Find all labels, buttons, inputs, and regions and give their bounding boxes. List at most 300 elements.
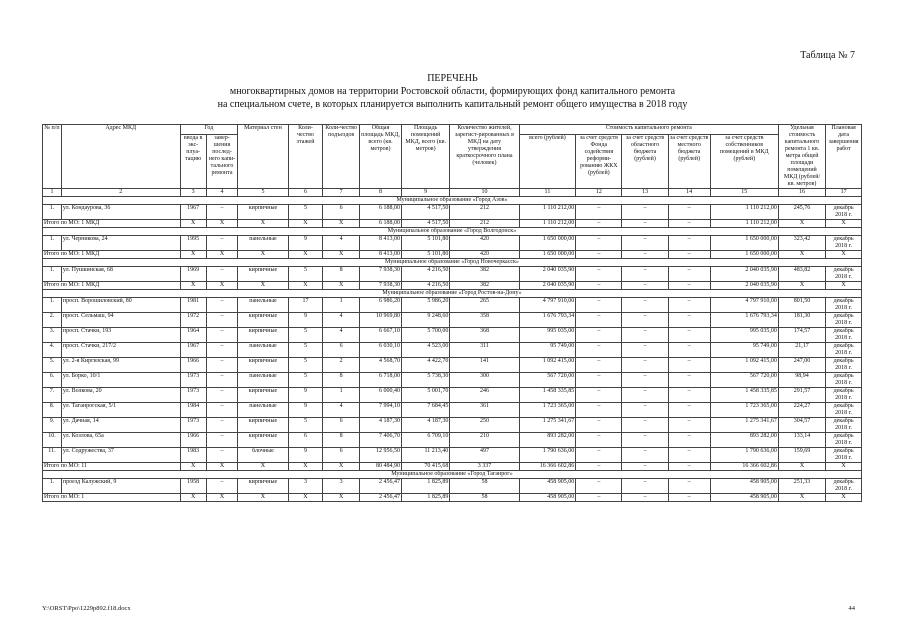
cell-cr: – [622,236,668,251]
cell-fl: 6 [288,433,323,448]
cell-dl: декабрь 2018 г. [826,313,862,328]
cell-n: 6. [43,373,62,388]
section-row [43,197,862,205]
column-number-cell: 12 [576,189,622,197]
total-x-cell: X [206,494,238,502]
cell-res: 210 [450,433,519,448]
title-heading: ПЕРЕЧЕНЬ [427,73,478,84]
title-line-2: многоквартирных домов на территории Ростовской области, формирующих фонд капитального ремонта [229,86,676,97]
total-cost-fund: – [576,463,622,471]
total-x-cell: X [826,282,862,290]
cell-ct: 1 110 212,00 [519,205,576,220]
cell-cf: – [576,373,622,388]
total-x-cell: X [238,494,288,502]
cell-addr: ул. Черникова, 24 [61,236,180,251]
cell-ct: 1 092 415,00 [519,358,576,373]
cell-fl: 5 [288,328,323,343]
total-x-cell: X [826,251,862,259]
cell-cf: – [576,205,622,220]
cell-cr: – [622,403,668,418]
col-cost-regional-header: за счет средств областного бюджета (рублей) [622,135,668,189]
column-number-row [43,189,862,197]
total-cost-regional: – [622,494,668,502]
cell-cf: – [576,358,622,373]
section-row [43,228,862,236]
cell-res: 246 [450,388,519,403]
section-title: Муниципальное образование «Город Таганрог» [43,471,862,479]
cell-uc: 245,76 [778,205,825,220]
cell-ct: 4 797 910,00 [519,298,576,313]
col-num-header: № п/п [43,125,62,189]
cell-en: 4 [323,403,360,418]
cell-addr: ул. Борко, 10/1 [61,373,180,388]
houses-table [42,124,862,502]
cell-co: 2 040 035,90 [710,267,778,282]
cell-addr: просп. Стачки, 217/2 [61,343,180,358]
total-area: 80 484,90 [360,463,402,471]
total-cost-regional: – [622,220,668,228]
cell-addr: просп. Сельмаш, 94 [61,313,180,328]
cell-ta: 12 956,50 [360,448,402,463]
cell-n: 11. [43,448,62,463]
cell-fl: 5 [288,205,323,220]
cell-cr: – [622,373,668,388]
total-x-cell: X [778,220,825,228]
total-x-cell: X [180,282,206,290]
cell-n: 9. [43,418,62,433]
total-x-cell: X [288,494,323,502]
cell-cl: – [668,433,710,448]
col-year-built-header: ввода в экс-плуа-тацию [180,135,206,189]
cell-cl: – [668,403,710,418]
total-x-cell: X [323,494,360,502]
cell-fl: 9 [288,388,323,403]
cell-ct: 995 035,00 [519,328,576,343]
column-number-cell: 8 [360,189,402,197]
table-number-label: Таблица № 7 [800,50,855,61]
table-row [43,205,862,220]
column-number-cell: 3 [180,189,206,197]
total-x-cell: X [778,282,825,290]
total-cost-local: – [668,251,710,259]
cell-fl: 5 [288,373,323,388]
cell-pa: 1 825,89 [402,479,450,494]
cell-en: 1 [323,388,360,403]
column-number-cell: 15 [710,189,778,197]
cell-fl: 5 [288,358,323,373]
total-row [43,463,862,471]
cell-cr: – [622,358,668,373]
cell-dl: декабрь 2018 г. [826,205,862,220]
cell-wall: кирпичные [238,267,288,282]
section-title: Муниципальное образование «Город Ростов-на-Дону» [43,290,862,298]
total-x-cell: X [778,251,825,259]
cell-uc: 304,57 [778,418,825,433]
total-cost-owners: 458 905,00 [710,494,778,502]
col-residents-header: Количество жителей, зарегист-рированных в МКД на дату утверждения краткосрочного плана (человек) [450,125,519,189]
cell-dl: декабрь 2018 г. [826,433,862,448]
cell-y2: – [206,418,238,433]
table-row [43,479,862,494]
cell-y1: 1981 [180,298,206,313]
cell-ct: 893 282,00 [519,433,576,448]
cell-co: 995 035,00 [710,328,778,343]
cell-cl: – [668,373,710,388]
cell-cl: – [668,358,710,373]
cell-dl: декабрь 2018 г. [826,373,862,388]
total-cost-fund: – [576,251,622,259]
cell-co: 1 723 365,00 [710,403,778,418]
cell-en: 3 [323,479,360,494]
cell-fl: 5 [288,343,323,358]
section-title: Муниципальное образование «Город Новочеркасск» [43,259,862,267]
cell-cf: – [576,343,622,358]
cell-cf: – [576,403,622,418]
cell-y1: 1973 [180,418,206,433]
cell-en: 6 [323,418,360,433]
table-row [43,388,862,403]
cell-y2: – [206,267,238,282]
cell-ta: 7 938,30 [360,267,402,282]
total-x-cell: X [826,463,862,471]
total-cost-fund: – [576,220,622,228]
cell-y2: – [206,388,238,403]
cell-res: 250 [450,418,519,433]
total-cost-owners: 16 366 602,86 [710,463,778,471]
total-x-cell: X [238,463,288,471]
cell-en: 4 [323,328,360,343]
cell-cf: – [576,388,622,403]
cell-pa: 4 523,00 [402,343,450,358]
cell-addr: ул. Козлова, 65а [61,433,180,448]
cell-y1: 1967 [180,343,206,358]
total-x-cell: X [323,463,360,471]
cell-pa: 5 738,30 [402,373,450,388]
cell-addr: ул. Пушкинская, 68 [61,267,180,282]
cell-n: 1. [43,205,62,220]
table-row [43,328,862,343]
cell-wall: блочные [238,448,288,463]
cell-fl: 3 [288,479,323,494]
cell-wall: панельные [238,403,288,418]
cell-y1: 1967 [180,205,206,220]
cell-ta: 6 667,10 [360,328,402,343]
cell-ta: 10 969,80 [360,313,402,328]
total-residents: 212 [450,220,519,228]
cell-fl: 9 [288,403,323,418]
total-x-cell: X [180,494,206,502]
col-floors-header: Коли-чество этажей [288,125,323,189]
cell-ct: 2 040 035,90 [519,267,576,282]
cell-wall: кирпичные [238,433,288,448]
total-cost-regional: – [622,463,668,471]
cell-dl: декабрь 2018 г. [826,479,862,494]
total-area: 2 456,47 [360,494,402,502]
cell-cf: – [576,448,622,463]
col-total-area-header: Общая площадь МКД, всего (кв. метров) [360,125,402,189]
cell-fl: 9 [288,236,323,251]
cell-ct: 458 905,00 [519,479,576,494]
cell-cr: – [622,313,668,328]
cell-uc: 247,00 [778,358,825,373]
cell-y2: – [206,205,238,220]
cell-y1: 1958 [180,479,206,494]
cell-co: 1 790 636,00 [710,448,778,463]
column-number-cell: 1 [43,189,62,197]
cell-cf: – [576,236,622,251]
cell-y2: – [206,448,238,463]
cell-wall: панельные [238,343,288,358]
cell-dl: декабрь 2018 г. [826,403,862,418]
total-row [43,220,862,228]
table-row [43,267,862,282]
cell-wall: кирпичные [238,313,288,328]
total-x-cell: X [778,463,825,471]
cell-cl: – [668,418,710,433]
column-number-cell: 9 [402,189,450,197]
section-title: Муниципальное образование «Город Волгодонск» [43,228,862,236]
cell-cr: – [622,205,668,220]
cell-ta: 2 456,47 [360,479,402,494]
col-year-repair-header: завер-шения послед-него капи-тального ремонта [206,135,238,189]
cell-res: 141 [450,358,519,373]
cell-dl: декабрь 2018 г. [826,418,862,433]
cell-res: 361 [450,403,519,418]
cell-addr: ул. Кондаурова, 36 [61,205,180,220]
cell-pa: 5 986,20 [402,298,450,313]
cell-en: 8 [323,373,360,388]
total-area: 8 413,00 [360,251,402,259]
total-premises-area: 4 517,50 [402,220,450,228]
file-path: Y:\ORST\Ppo\1229p892.f18.docx [42,605,131,612]
total-x-cell: X [826,220,862,228]
cell-y1: 1983 [180,448,206,463]
cell-res: 58 [450,479,519,494]
cell-wall: панельные [238,236,288,251]
cell-cr: – [622,343,668,358]
cell-res: 265 [450,298,519,313]
cell-addr: ул. 2-я Киргизская, 99 [61,358,180,373]
cell-n: 8. [43,403,62,418]
cell-uc: 323,42 [778,236,825,251]
cell-ta: 4 568,70 [360,358,402,373]
total-residents: 58 [450,494,519,502]
cell-y2: – [206,373,238,388]
cell-n: 2. [43,313,62,328]
cell-cf: – [576,313,622,328]
cell-en: 4 [323,313,360,328]
cell-y1: 1966 [180,433,206,448]
table-body [43,189,862,502]
cell-dl: декабрь 2018 г. [826,388,862,403]
section-row [43,259,862,267]
cell-dl: декабрь 2018 г. [826,448,862,463]
cell-dl: декабрь 2018 г. [826,358,862,373]
total-residents: 382 [450,282,519,290]
cell-co: 4 797 910,00 [710,298,778,313]
cell-ta: 7 994,10 [360,403,402,418]
cell-addr: просп. Стачки, 193 [61,328,180,343]
cell-wall: панельные [238,373,288,388]
table-header [43,125,862,189]
cell-uc: 133,14 [778,433,825,448]
cell-y1: 1972 [180,313,206,328]
cell-res: 358 [450,313,519,328]
cell-dl: декабрь 2018 г. [826,343,862,358]
cell-ct: 1 790 636,00 [519,448,576,463]
cell-addr: проезд Калужский, 9 [61,479,180,494]
total-x-cell: X [323,251,360,259]
cell-fl: 5 [288,418,323,433]
cell-y2: – [206,328,238,343]
total-x-cell: X [323,282,360,290]
cell-y2: – [206,358,238,373]
cell-cf: – [576,298,622,313]
total-x-cell: X [288,251,323,259]
cell-cr: – [622,328,668,343]
cell-ta: 7 406,70 [360,433,402,448]
cell-addr: ул. Дачная, 14 [61,418,180,433]
cell-wall: кирпичные [238,479,288,494]
cell-addr: ул. Содружества, 37 [61,448,180,463]
total-x-cell: X [206,282,238,290]
col-entrances-header: Коли-чество подъездов [323,125,360,189]
total-x-cell: X [206,220,238,228]
total-cost-local: – [668,463,710,471]
total-label: Итого по МО: 1 [43,494,181,502]
cell-en: 6 [323,205,360,220]
total-cost: 458 905,00 [519,494,576,502]
total-cost-local: – [668,282,710,290]
total-row [43,494,862,502]
cell-uc: 291,57 [778,388,825,403]
cell-cr: – [622,448,668,463]
col-year-header: Год [180,125,238,135]
cell-y1: 1966 [180,358,206,373]
cell-ct: 1 723 365,00 [519,403,576,418]
cell-cl: – [668,298,710,313]
cell-pa: 11 213,40 [402,448,450,463]
column-number-cell: 11 [519,189,576,197]
cell-co: 1 275 341,67 [710,418,778,433]
cell-cf: – [576,328,622,343]
cell-cl: – [668,343,710,358]
cell-addr: ул. Волкова, 20 [61,388,180,403]
cell-pa: 5 101,80 [402,236,450,251]
cell-cl: – [668,448,710,463]
column-number-cell: 17 [826,189,862,197]
total-x-cell: X [288,282,323,290]
cell-cf: – [576,479,622,494]
cell-n: 1. [43,479,62,494]
cell-uc: 98,94 [778,373,825,388]
cell-uc: 224,27 [778,403,825,418]
total-cost-fund: – [576,282,622,290]
table-row [43,433,862,448]
cell-co: 458 905,00 [710,479,778,494]
cell-ta: 6 986,20 [360,298,402,313]
cell-res: 300 [450,373,519,388]
total-x-cell: X [288,220,323,228]
column-number-cell: 16 [778,189,825,197]
cell-cr: – [622,388,668,403]
cell-n: 7. [43,388,62,403]
cell-co: 1 676 793,34 [710,313,778,328]
cell-y1: 1973 [180,373,206,388]
cell-y1: 1964 [180,328,206,343]
cell-wall: кирпичные [238,205,288,220]
total-cost-local: – [668,220,710,228]
cell-y2: – [206,403,238,418]
column-number-cell: 5 [238,189,288,197]
cell-cr: – [622,479,668,494]
total-cost-fund: – [576,494,622,502]
col-cost-owners-header: за счет средств собственников помещений в МКД (рублей) [710,135,778,189]
cell-en: 6 [323,448,360,463]
cell-co: 1 458 335,85 [710,388,778,403]
cell-cl: – [668,479,710,494]
cell-ct: 1 650 000,00 [519,236,576,251]
total-x-cell: X [180,463,206,471]
col-premises-area-header: Площадь помещений МКД, всего (кв. метров) [402,125,450,189]
cell-cr: – [622,298,668,313]
cell-ct: 1 275 341,67 [519,418,576,433]
column-number-cell: 7 [323,189,360,197]
cell-n: 4. [43,343,62,358]
section-row [43,290,862,298]
total-label: Итого по МО: 1 МКД [43,282,181,290]
table-row [43,403,862,418]
cell-ta: 4 187,30 [360,418,402,433]
column-number-cell: 10 [450,189,519,197]
column-number-cell: 14 [668,189,710,197]
cell-ct: 95 749,00 [519,343,576,358]
total-area: 7 938,30 [360,282,402,290]
total-row [43,282,862,290]
total-label: Итого по МО: 11 [43,463,181,471]
total-x-cell: X [180,251,206,259]
total-x-cell: X [323,220,360,228]
cell-co: 1 092 415,00 [710,358,778,373]
cell-y2: – [206,236,238,251]
cell-cr: – [622,267,668,282]
cell-co: 1 650 000,00 [710,236,778,251]
table-row [43,343,862,358]
cell-res: 368 [450,328,519,343]
total-x-cell: X [778,494,825,502]
cell-cl: – [668,205,710,220]
cell-pa: 4 187,30 [402,418,450,433]
total-x-cell: X [180,220,206,228]
total-area: 6 188,00 [360,220,402,228]
cell-pa: 4 517,50 [402,205,450,220]
table-row [43,236,862,251]
cell-pa: 9 248,60 [402,313,450,328]
cell-co: 1 110 212,00 [710,205,778,220]
cell-res: 311 [450,343,519,358]
page-number: 44 [848,605,855,612]
cell-n: 3. [43,328,62,343]
total-cost-regional: – [622,251,668,259]
cell-pa: 7 684,45 [402,403,450,418]
cell-co: 95 749,00 [710,343,778,358]
total-x-cell: X [206,463,238,471]
total-residents: 420 [450,251,519,259]
total-x-cell: X [288,463,323,471]
cell-dl: декабрь 2018 г. [826,328,862,343]
cell-y2: – [206,313,238,328]
cell-fl: 17 [288,298,323,313]
